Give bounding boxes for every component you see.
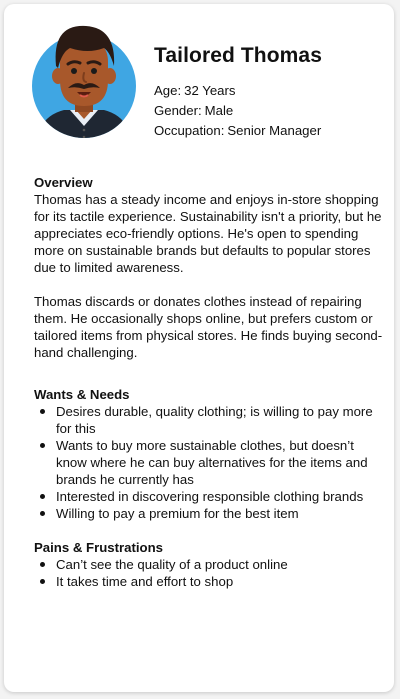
list-item-text: Wants to buy more sustainable clothes, but doesn’t know where he can buy alternatives for the items and brands he currently has — [56, 438, 368, 487]
list-item — [34, 403, 384, 437]
fact-occupation — [154, 121, 321, 141]
pains-frustrations-section — [34, 539, 384, 590]
bullet-icon — [40, 562, 45, 567]
pains-frustrations-title: Pains & Frustrations — [34, 540, 163, 555]
overview-paragraph: Thomas has a steady income and enjoys in-store shopping for its tactile experience. Sustainability isn't a priority, but he appreciates eco-friendly options. He's open to spending more on sustainable brands but defaults to popular stores due to limited awareness. — [34, 192, 382, 275]
list-item — [34, 573, 384, 590]
bullet-icon — [40, 443, 45, 448]
list-item-text: Interested in discovering responsible clothing brands — [56, 489, 364, 504]
man-with-mustache-avatar-icon — [30, 18, 138, 142]
list-item — [34, 437, 384, 488]
fact-label: Occupation: — [154, 123, 225, 138]
fact-label: Age: — [154, 83, 182, 98]
bullet-icon — [40, 511, 45, 516]
persona-name: Tailored Thomas — [154, 44, 322, 67]
list-item-text: Desires durable, quality clothing; is willing to pay more for this — [56, 404, 373, 436]
fact-label: Gender: — [154, 103, 202, 118]
list-item-text: Willing to pay a premium for the best item — [56, 506, 299, 521]
wants-needs-title: Wants & Needs — [34, 387, 130, 402]
list-item-text: Can’t see the quality of a product online — [56, 557, 288, 572]
list-item — [34, 556, 384, 573]
list-item — [34, 505, 384, 522]
list-item — [34, 488, 384, 505]
overview-paragraph: Thomas discards or donates clothes instead of repairing them. He occasionally shops online, but prefers custom or tailored items from physical stores. He finds buying second-hand challenging. — [34, 294, 383, 360]
bullet-icon — [40, 409, 45, 414]
fact-gender — [154, 101, 321, 121]
bullet-icon — [40, 579, 45, 584]
fact-value: Male — [204, 103, 234, 118]
fact-value: 32 Years — [184, 83, 236, 98]
bullet-icon — [40, 494, 45, 499]
persona-facts — [154, 81, 321, 141]
overview-title: Overview — [34, 175, 93, 190]
fact-age — [154, 81, 321, 101]
overview-section — [34, 174, 384, 361]
fact-value: Senior Manager — [227, 123, 322, 138]
pains-frustrations-list — [34, 556, 384, 590]
persona-card — [4, 4, 394, 692]
wants-needs-list — [34, 403, 384, 522]
list-item-text: It takes time and effort to shop — [56, 574, 234, 589]
wants-needs-section — [34, 386, 384, 522]
